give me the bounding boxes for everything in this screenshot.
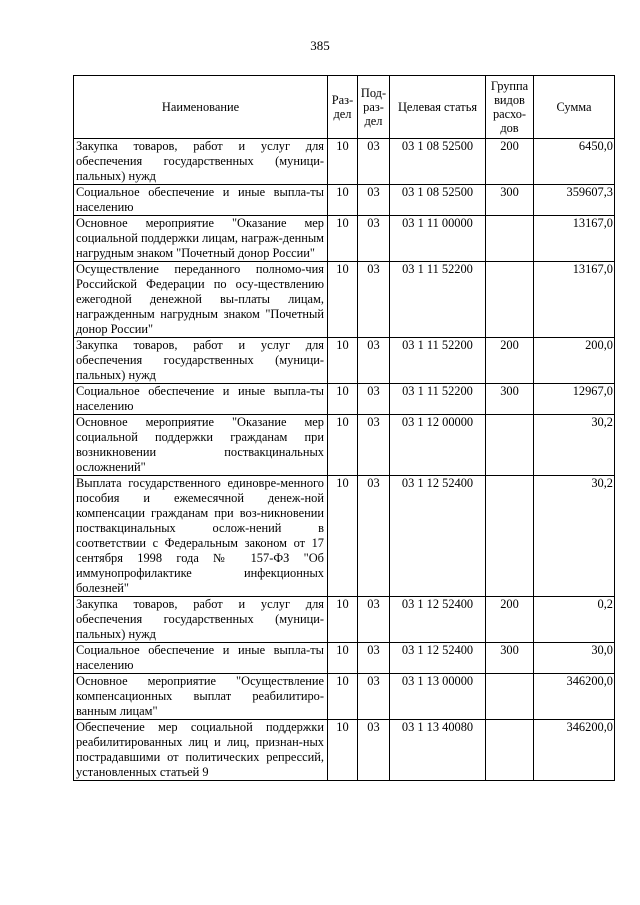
cell-target: 03 1 11 52200	[390, 384, 486, 415]
cell-sum: 13167,0	[534, 216, 615, 262]
cell-podrazdel: 03	[358, 597, 390, 643]
header-target-article: Целевая статья	[390, 76, 486, 139]
cell-group	[486, 674, 534, 720]
cell-name: Социальное обеспечение и иные выпла-ты населению	[74, 643, 328, 674]
cell-group	[486, 720, 534, 781]
cell-sum: 6450,0	[534, 139, 615, 185]
cell-sum: 13167,0	[534, 262, 615, 338]
table-row	[74, 476, 615, 597]
cell-sum: 346200,0	[534, 674, 615, 720]
table-row	[74, 262, 615, 338]
cell-group	[486, 262, 534, 338]
cell-name: Осуществление переданного полномо-чия Российской Федерации по осу-ществлению ежегодной денежной вы-платы лицам, награжденным нагрудным знаком "Почетный донор России"	[74, 262, 328, 338]
cell-name: Закупка товаров, работ и услуг для обеспечения государственных (муници-пальных) нужд	[74, 139, 328, 185]
cell-name: Закупка товаров, работ и услуг для обеспечения государственных (муници-пальных) нужд	[74, 597, 328, 643]
cell-podrazdel: 03	[358, 384, 390, 415]
cell-target: 03 1 08 52500	[390, 185, 486, 216]
table-row	[74, 338, 615, 384]
cell-group	[486, 216, 534, 262]
cell-podrazdel: 03	[358, 674, 390, 720]
table-body	[74, 139, 615, 781]
cell-target: 03 1 12 52400	[390, 476, 486, 597]
cell-razdel: 10	[328, 384, 358, 415]
cell-name: Основное мероприятие "Осуществление компенсационных выплат реабилитиро-ванным лицам"	[74, 674, 328, 720]
cell-target: 03 1 12 52400	[390, 643, 486, 674]
cell-target: 03 1 13 00000	[390, 674, 486, 720]
table-row	[74, 597, 615, 643]
cell-podrazdel: 03	[358, 216, 390, 262]
cell-target: 03 1 08 52500	[390, 139, 486, 185]
table-row	[74, 643, 615, 674]
cell-razdel: 10	[328, 338, 358, 384]
cell-sum: 30,0	[534, 643, 615, 674]
cell-razdel: 10	[328, 216, 358, 262]
cell-name: Основное мероприятие "Оказание мер социальной поддержки гражданам при возникновении поствакцинальных осложнений"	[74, 415, 328, 476]
cell-razdel: 10	[328, 185, 358, 216]
cell-group: 200	[486, 338, 534, 384]
cell-sum: 359607,3	[534, 185, 615, 216]
cell-group: 300	[486, 185, 534, 216]
header-podrazdel: Под-раз-дел	[358, 76, 390, 139]
table-row	[74, 674, 615, 720]
cell-podrazdel: 03	[358, 643, 390, 674]
cell-target: 03 1 11 52200	[390, 338, 486, 384]
cell-razdel: 10	[328, 476, 358, 597]
cell-target: 03 1 11 00000	[390, 216, 486, 262]
cell-target: 03 1 13 40080	[390, 720, 486, 781]
cell-name: Выплата государственного единовре-менного пособия и ежемесячной денеж-ной компенсации гражданам при воз-никновении поствакцинальных ослож-нений в соответствии с Федеральным законом от 17 сентября 1998 года № 157-ФЗ "Об иммунопрофилактике инфекционных болезней"	[74, 476, 328, 597]
cell-group: 200	[486, 597, 534, 643]
cell-name: Основное мероприятие "Оказание мер социальной поддержки лицам, награж-денным нагрудным знаком "Почетный донор России"	[74, 216, 328, 262]
cell-name: Социальное обеспечение и иные выпла-ты населению	[74, 384, 328, 415]
cell-podrazdel: 03	[358, 476, 390, 597]
cell-sum: 0,2	[534, 597, 615, 643]
cell-target: 03 1 12 00000	[390, 415, 486, 476]
cell-razdel: 10	[328, 262, 358, 338]
cell-sum: 12967,0	[534, 384, 615, 415]
cell-name: Обеспечение мер социальной поддержки реабилитированных лиц и лиц, признан-ных пострадавшими от политических репрессий, установленных статьей 9	[74, 720, 328, 781]
cell-podrazdel: 03	[358, 262, 390, 338]
cell-podrazdel: 03	[358, 720, 390, 781]
cell-group: 200	[486, 139, 534, 185]
page-number: 385	[310, 38, 330, 53]
table-row	[74, 139, 615, 185]
cell-razdel: 10	[328, 643, 358, 674]
cell-razdel: 10	[328, 720, 358, 781]
cell-group: 300	[486, 643, 534, 674]
table-row	[74, 720, 615, 781]
cell-target: 03 1 11 52200	[390, 262, 486, 338]
cell-podrazdel: 03	[358, 338, 390, 384]
header-sum: Сумма	[534, 76, 615, 139]
header-razdel: Раз-дел	[328, 76, 358, 139]
table-row	[74, 185, 615, 216]
table-row	[74, 384, 615, 415]
cell-podrazdel: 03	[358, 139, 390, 185]
cell-razdel: 10	[328, 674, 358, 720]
budget-table	[73, 75, 615, 781]
table-header-row	[74, 76, 615, 139]
cell-group	[486, 476, 534, 597]
table-row	[74, 415, 615, 476]
cell-sum: 200,0	[534, 338, 615, 384]
cell-group	[486, 415, 534, 476]
cell-podrazdel: 03	[358, 415, 390, 476]
cell-sum: 30,2	[534, 476, 615, 597]
cell-razdel: 10	[328, 415, 358, 476]
cell-razdel: 10	[328, 597, 358, 643]
cell-podrazdel: 03	[358, 185, 390, 216]
header-expense-group: Группа видов расхо-дов	[486, 76, 534, 139]
cell-sum: 346200,0	[534, 720, 615, 781]
cell-group: 300	[486, 384, 534, 415]
cell-sum: 30,2	[534, 415, 615, 476]
cell-target: 03 1 12 52400	[390, 597, 486, 643]
header-name: Наименование	[74, 76, 328, 139]
cell-razdel: 10	[328, 139, 358, 185]
table-row	[74, 216, 615, 262]
cell-name: Социальное обеспечение и иные выпла-ты населению	[74, 185, 328, 216]
cell-name: Закупка товаров, работ и услуг для обеспечения государственных (муници-пальных) нужд	[74, 338, 328, 384]
